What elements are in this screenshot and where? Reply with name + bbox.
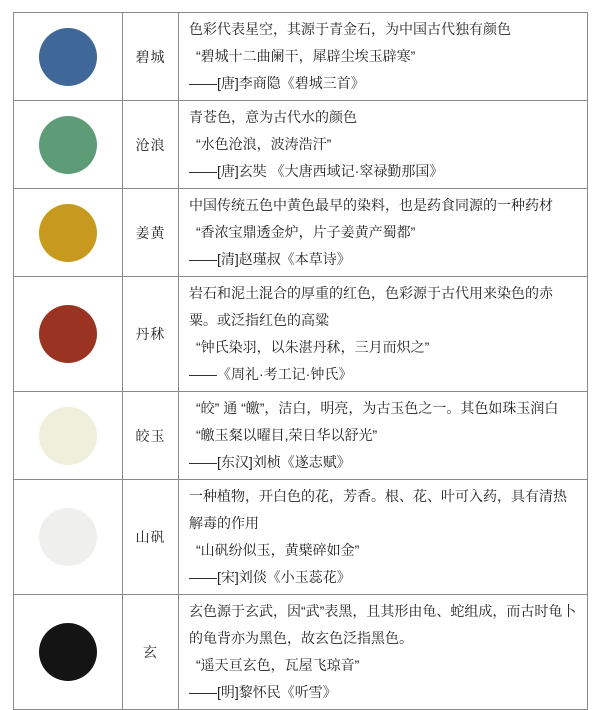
color-name: 皎玉 xyxy=(123,392,179,480)
description-line: ——[宋]刘倓《小玉蕊花》 xyxy=(189,569,351,585)
description-line: ——[唐]玄奘 《大唐西域记·窣禄勤那国》 xyxy=(189,163,444,179)
color-swatch-circle xyxy=(39,28,97,86)
color-row xyxy=(14,101,588,189)
swatch-cell xyxy=(14,595,123,710)
description-cell xyxy=(179,277,588,392)
description-line: ——[清]赵瑾叔《本草诗》 xyxy=(189,251,351,267)
color-name: 玄 xyxy=(123,595,179,710)
color-name: 沧浪 xyxy=(123,101,179,189)
color-swatch-circle xyxy=(39,407,97,465)
color-swatch-circle xyxy=(39,204,97,262)
description-cell xyxy=(179,595,588,710)
description-line: 一种植物，开白色的花，芳香。根、花、叶可入药，具有清热解毒的作用 xyxy=(189,488,567,531)
description-line: ——[明]黎怀民《听雪》 xyxy=(189,684,337,700)
color-row xyxy=(14,480,588,595)
color-row xyxy=(14,189,588,277)
swatch-cell xyxy=(14,101,123,189)
color-row xyxy=(14,595,588,710)
color-swatch-circle xyxy=(39,116,97,174)
color-swatch-circle xyxy=(39,305,97,363)
description-cell xyxy=(179,13,588,101)
description-line: 青苍色，意为古代水的颜色 xyxy=(189,109,357,125)
color-name: 丹秫 xyxy=(123,277,179,392)
color-name: 碧城 xyxy=(123,13,179,101)
description-line: “钟氏染羽，以朱湛丹秫，三月而炽之” xyxy=(196,339,430,355)
description-cell xyxy=(179,392,588,480)
color-name: 山矾 xyxy=(123,480,179,595)
color-row xyxy=(14,277,588,392)
description-line: ——[东汉]刘桢《遂志赋》 xyxy=(189,454,351,470)
description-line: ——[唐]李商隐《碧城三首》 xyxy=(189,75,365,91)
color-swatch-circle xyxy=(39,623,97,681)
color-name: 姜黄 xyxy=(123,189,179,277)
description-cell xyxy=(179,101,588,189)
description-line: “遥天亘玄色，瓦屋飞琼音” xyxy=(196,657,360,673)
description-line: “碧城十二曲阑干，犀辟尘埃玉辟寒” xyxy=(196,48,416,64)
description-line: 中国传统五色中黄色最早的染料，也是药食同源的一种药材 xyxy=(189,197,553,213)
description-cell xyxy=(179,189,588,277)
description-line: “香浓宝鼎透金炉，片子姜黄产蜀都” xyxy=(196,224,416,240)
color-swatch-circle xyxy=(39,508,97,566)
swatch-cell xyxy=(14,480,123,595)
swatch-cell xyxy=(14,189,123,277)
description-line: “山矾纷似玉，黄檗碎如金” xyxy=(196,542,360,558)
description-line: ——《周礼·考工记·钟氏》 xyxy=(189,366,353,382)
color-row xyxy=(14,13,588,101)
description-line: “水色沧浪，波涛浩汗” xyxy=(196,136,332,152)
color-table-body xyxy=(14,13,588,710)
color-table xyxy=(13,12,588,710)
description-line: “皦玉粲以曜目,荣日华以舒光” xyxy=(196,427,378,443)
swatch-cell xyxy=(14,277,123,392)
description-line: 岩石和泥土混合的厚重的红色，色彩源于古代用来染色的赤粟。或泛指红色的高粱 xyxy=(189,285,553,328)
color-row xyxy=(14,392,588,480)
description-line: 玄色源于玄武，因“武”表黑，且其形由龟、蛇组成，而古时龟卜的龟背亦为黑色，故玄色泛指黑色。 xyxy=(189,603,577,646)
swatch-cell xyxy=(14,13,123,101)
swatch-cell xyxy=(14,392,123,480)
description-cell xyxy=(179,480,588,595)
description-line: 色彩代表星空，其源于青金石，为中国古代独有颜色 xyxy=(189,21,511,37)
description-line: “皎” 通 “皦”，洁白，明亮，为古玉色之一。其色如珠玉润白 xyxy=(196,400,559,416)
